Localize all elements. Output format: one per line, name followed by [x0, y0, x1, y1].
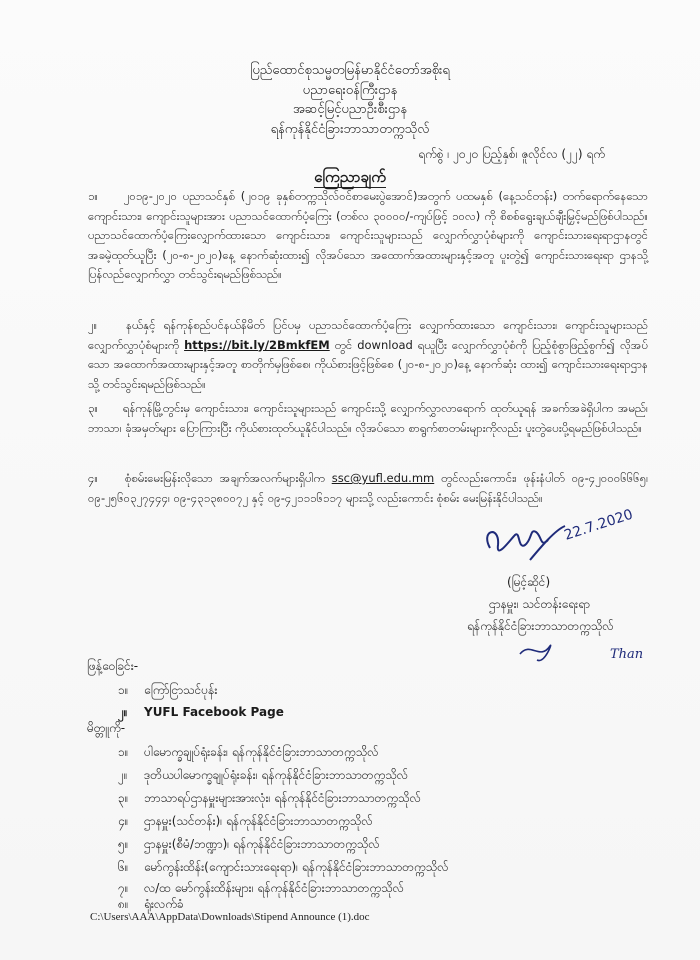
copy-item-text: ရုံးလက်ခံ	[144, 897, 184, 911]
copy-item-number: ၁။	[118, 745, 129, 759]
header-university: ရန်ကုန်နိုင်ငံခြားဘာသာတက္ကသိုလ်	[270, 122, 430, 137]
contact-email-link[interactable]: ssc@yufl.edu.mm	[331, 471, 435, 485]
paragraph-4-text-before: စုံစမ်းမေးမြန်းလိုသော အချက်အလက်များရှိပါက	[124, 471, 325, 485]
paragraph-3-number: ၃။	[88, 401, 98, 415]
header-government: ပြည်ထောင်စုသမ္မတမြန်မာနိုင်ငံတော်အစိုးရ	[250, 63, 450, 78]
copy-item-text: ပါမောက္ခချုပ်ရုံးခန်း၊ ရန်ကုန်နိုင်ငံခြားဘာသာတက္ကသိုလ်	[144, 745, 379, 759]
announcement-title-text: ကြေညာချက်	[314, 168, 386, 186]
distribution-item-number: ၂။	[118, 705, 128, 719]
initials-text: Than	[610, 647, 644, 662]
paragraph-4-number: ၄။	[88, 471, 98, 485]
copy-item-text: မော်ကွန်းထိန်း(ကျောင်းသားရေးရာ)၊ ရန်ကုန်နိုင်ငံခြားဘာသာတက္ကသိုလ်	[144, 860, 449, 874]
signature-date: 22.7.2020	[562, 506, 636, 544]
signatory-organization: ရန်ကုန်နိုင်ငံခြားဘာသာတက္ကသိုလ်	[467, 619, 614, 633]
copy-item-text: ဌာနမှူး(စီမံ/ဘဏ္ဍာ)၊ ရန်ကုန်နိုင်ငံခြားဘာသာတက္ကသိုလ်	[144, 837, 380, 851]
copy-item	[118, 767, 408, 785]
paragraph-2-text-before: နယ်နှင့် ရန်ကုန်စည်ပင်နယ်နိမိတ် ပြင်ပမှ ပညာသင်ထောက်ပံ့ကြေး လျှောက်ထားသော ကျောင်းသား၊ ကျောင်းသူများသည် လျှောက်လွှာပုံစံများကို	[88, 318, 648, 352]
paragraph-2-number: ၂။	[88, 318, 98, 332]
copy-item	[118, 859, 449, 877]
copy-item-number: ၅။	[118, 837, 129, 851]
copies-label: မိတ္တူကို-	[87, 721, 126, 735]
paragraph-1	[88, 187, 648, 285]
copy-item-number: ၇။	[118, 881, 129, 895]
document-date: ရက်စွဲ ၊ ၂၀၂၀ ပြည့်နှစ်၊ ဇူလိုင်လ (၂၂) ရက်	[418, 147, 605, 161]
paragraph-3	[88, 399, 648, 438]
distribution-label: ဖြန့်ဝေခြင်း-	[87, 659, 139, 673]
distribution-item-text: ကြော်ငြာသင်ပုန်း	[144, 683, 218, 697]
distribution-item-text: YUFL Facebook Page	[144, 705, 284, 719]
distribution-item	[118, 704, 284, 722]
file-path-footer: C:\Users\AAA\AppData\Downloads\Stipend Announce (1).doc	[90, 911, 370, 923]
copy-item-number: ၃။	[118, 791, 129, 805]
header-ministry: ပညာရေးဝန်ကြီးဌာန	[302, 83, 398, 98]
copy-item-text: ဘာသာရပ်ဌာနမှူးများအားလုံး၊ ရန်ကုန်နိုင်ငံခြားဘာသာတက္ကသိုလ်	[144, 791, 421, 805]
paragraph-1-number: ၁။	[88, 189, 98, 203]
copy-item	[118, 790, 421, 808]
distribution-item-number: ၁။	[118, 683, 129, 697]
copy-item-number: ၄။	[118, 814, 129, 828]
paragraph-2	[88, 316, 648, 394]
header-department: အဆင့်မြင့်ပညာဦးစီးဌာန	[292, 102, 408, 117]
signatory-position: ဌာနမှူး၊ သင်တန်းရေးရာ	[489, 597, 590, 611]
paragraph-2-text-after: တွင် download ရယူပြီး လျှောက်လွှာပုံစံကို ပြည့်စုံစွာဖြည့်စွက်၍ လိုအပ်သော အထောက်အထားများနှင့်အတူ စာတိုက်မှဖြစ်စေ၊ ကိုယ်စားဖြင့်ဖြစ်စေ (၂၀-၈-၂၀၂၀)နေ့ နောက်ဆုံး ထား၍ ကျောင်းသားရေးရာဌာနသို့ တင်သွင်းရမည်ဖြစ်သည်။	[88, 337, 649, 391]
distribution-item	[118, 682, 217, 700]
handwritten-initials	[515, 636, 665, 666]
copy-item-number: ၆။	[118, 860, 129, 874]
download-link[interactable]: https://bit.ly/2BmkfEM	[184, 337, 330, 352]
copy-item	[118, 836, 380, 854]
paragraph-4-text-after: တွင်လည်းကောင်း၊ ဖုန်းနံပါတ် ၀၉-၄၂၀၀၀၆၆၆၅၊ ၀၉-၂၅၆၀၃၂၇၄၄၄၊ ၀၉-၄၃၁၃၈၀၀၇၂ နှင့် ၀၉-၄၂၁၁၁၆၁၁၇ များသို့ လည်းကောင်း စုံစမ်း မေးမြန်းနိုင်ပါသည်။	[88, 471, 649, 505]
copy-item-text: လ/ထ မော်ကွန်းထိန်းများ၊ ရန်ကုန်နိုင်ငံခြားဘာသာတက္ကသိုလ်	[144, 881, 404, 895]
paragraph-3-text: ရန်ကုန်မြို့တွင်းမှ ကျောင်းသား၊ ကျောင်းသူများသည် ကျောင်းသို့ လျှောက်လွှာလာရောက် ထုတ်ယူရန် အခက်အခဲရှိပါက အမည်၊ ဘာသာ၊ ခုံအမှတ်များ ပြောကြားပြီး ကိုယ်စားထုတ်ယူနိုင်ပါသည်။ လိုအပ်သော စာရွက်စာတမ်းများကိုလည်း ပူးတွဲပေးပို့ရမည်ဖြစ်ပါသည်။	[88, 401, 648, 435]
copy-item	[118, 744, 378, 762]
copy-item-number: ၈။	[118, 897, 129, 911]
copy-item-text: ဒုတိယပါမောက္ခချုပ်ရုံးခန်း၊ ရန်ကုန်နိုင်ငံခြားဘာသာတက္ကသိုလ်	[144, 768, 409, 782]
copy-item-text: ဌာနမှူး(သင်တန်း)၊ ရန်ကုန်နိုင်ငံခြားဘာသာတက္ကသိုလ်	[144, 814, 373, 828]
copy-item-number: ၂။	[118, 768, 128, 782]
copy-item	[118, 813, 373, 831]
signatory-name: (မြင့်ဆိုင်)	[507, 575, 551, 589]
handwritten-signature	[470, 500, 660, 570]
paragraph-1-text: ၂၀၁၉-၂၀၂၀ ပညာသင်နှစ် (၂၀၁၉ ခုနှစ်တက္ကသိုလ်ဝင်စာမေးပွဲအောင်)အတွက် ပထမနှစ် (နေ့သင်တန်း) တက်ရောက်နေသော ကျောင်းသား၊ ကျောင်းသူများအား ပညာသင်ထောက်ပံ့ကြေး (တစ်လ ၃၀၀၀၀/-ကျပ်ဖြင့် ၁၀လ) ကို စိစစ်ရွေးချယ်ချီးမြှင့်မည်ဖြစ်ပါသည်။ ပညာသင်ထောက်ပံ့ကြေးလျှောက်ထားသော ကျောင်းသား၊ ကျောင်းသူများသည် လျှောက်လွှာပုံစံများကို ကျောင်းသားရေးရာဌာနတွင် အခမဲ့ထုတ်ယူပြီး (၂၀-၈-၂၀၂၀)နေ့ နောက်ဆုံးထား၍ လိုအပ်သော အထောက်အထားများနှင့်အတူ ပူးတွဲ၍ ကျောင်းသားရေးရာ ဌာနသို့ ပြန်လည်လျှောက်လွှာ တင်သွင်းရမည်ဖြစ်သည်။	[88, 189, 648, 281]
